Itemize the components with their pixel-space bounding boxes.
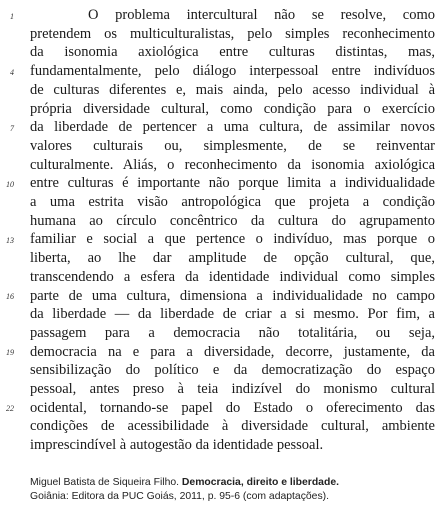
line-number: 4 [10, 68, 14, 77]
passage-line: valores culturais ou, simplesmente, de se reinventar [30, 137, 435, 154]
passage-line: própria diversidade cultural, como condição para o exercício [30, 100, 435, 117]
citation-publication: Goiânia: Editora da PUC Goiás, 2011, p. 95-6 (com adaptações). [30, 491, 329, 502]
passage-line: imprescindível à autogestão da identidade pessoal. [30, 437, 324, 454]
passage-line: transcendendo a esfera da identidade individual como simples [30, 268, 435, 285]
passage-line: parte de uma cultura, dimensiona a individualidade no campo [30, 287, 435, 304]
passage-line: a uma estrita visão antropológica que projeta a condição [30, 194, 435, 210]
passage-line: fundamentalmente, pelo diálogo interpessoal entre indivíduos [30, 63, 435, 80]
passage-line: da isonomia axiológica entre culturas distintas, mas, [30, 44, 435, 61]
passage-line: ocidental, tornando-se papel do Estado o oferecimento das [30, 399, 435, 416]
line-number: 22 [6, 404, 14, 413]
passage-line: da liberdade — da liberdade de criar a si mesmo. Por fim, a [30, 306, 435, 323]
line-number: 10 [6, 180, 14, 189]
passage-line: culturalmente. Aliás, o reconhecimento da isonomia axiológica [30, 156, 435, 173]
citation-author: Miguel Batista de Siqueira Filho. [30, 477, 180, 488]
line-number: 7 [10, 124, 14, 133]
line-number: 13 [6, 236, 14, 245]
passage-line: democracia na e para a diversidade, decorre, justamente, da [30, 343, 435, 360]
passage-line: entre culturas é importante não porque limita a individualidade [30, 175, 435, 192]
passage-line: da liberdade de pertencer a uma cultura, de assimilar novos [30, 119, 435, 136]
passage-line: sensibilização do político e da democratização do espaço [30, 362, 435, 379]
line-number: 16 [6, 292, 14, 301]
passage-line: familiar e social a que pertence o indivíduo, mas porque o [30, 231, 435, 248]
citation-title: Democracia, direito e liberdade. [181, 477, 339, 488]
passage-line: humana ao círculo concêntrico da cultura do agrupamento [30, 212, 435, 229]
passage-line: de culturas diferentes e, mais ainda, pelo acesso individual à [30, 81, 435, 98]
line-number: 19 [6, 348, 14, 357]
passage-line: pessoal, antes preso à teia indizível do monismo cultural [30, 381, 435, 397]
passage-line: passagem para a democracia não totalitária, ou seja, [30, 324, 435, 341]
passage-line: liberta, ao lhe dar amplitude de opção cultural, que, [30, 250, 435, 267]
passage-line: O problema intercultural não se resolve, como [88, 7, 435, 23]
passage-line: condições de acessibilidade à diversidade cultural, ambiente [30, 418, 435, 435]
passage-line: pretendem os multiculturalistas, pelo simples reconhecimento [30, 25, 435, 42]
line-number: 1 [10, 12, 14, 21]
source-citation [30, 476, 440, 489]
